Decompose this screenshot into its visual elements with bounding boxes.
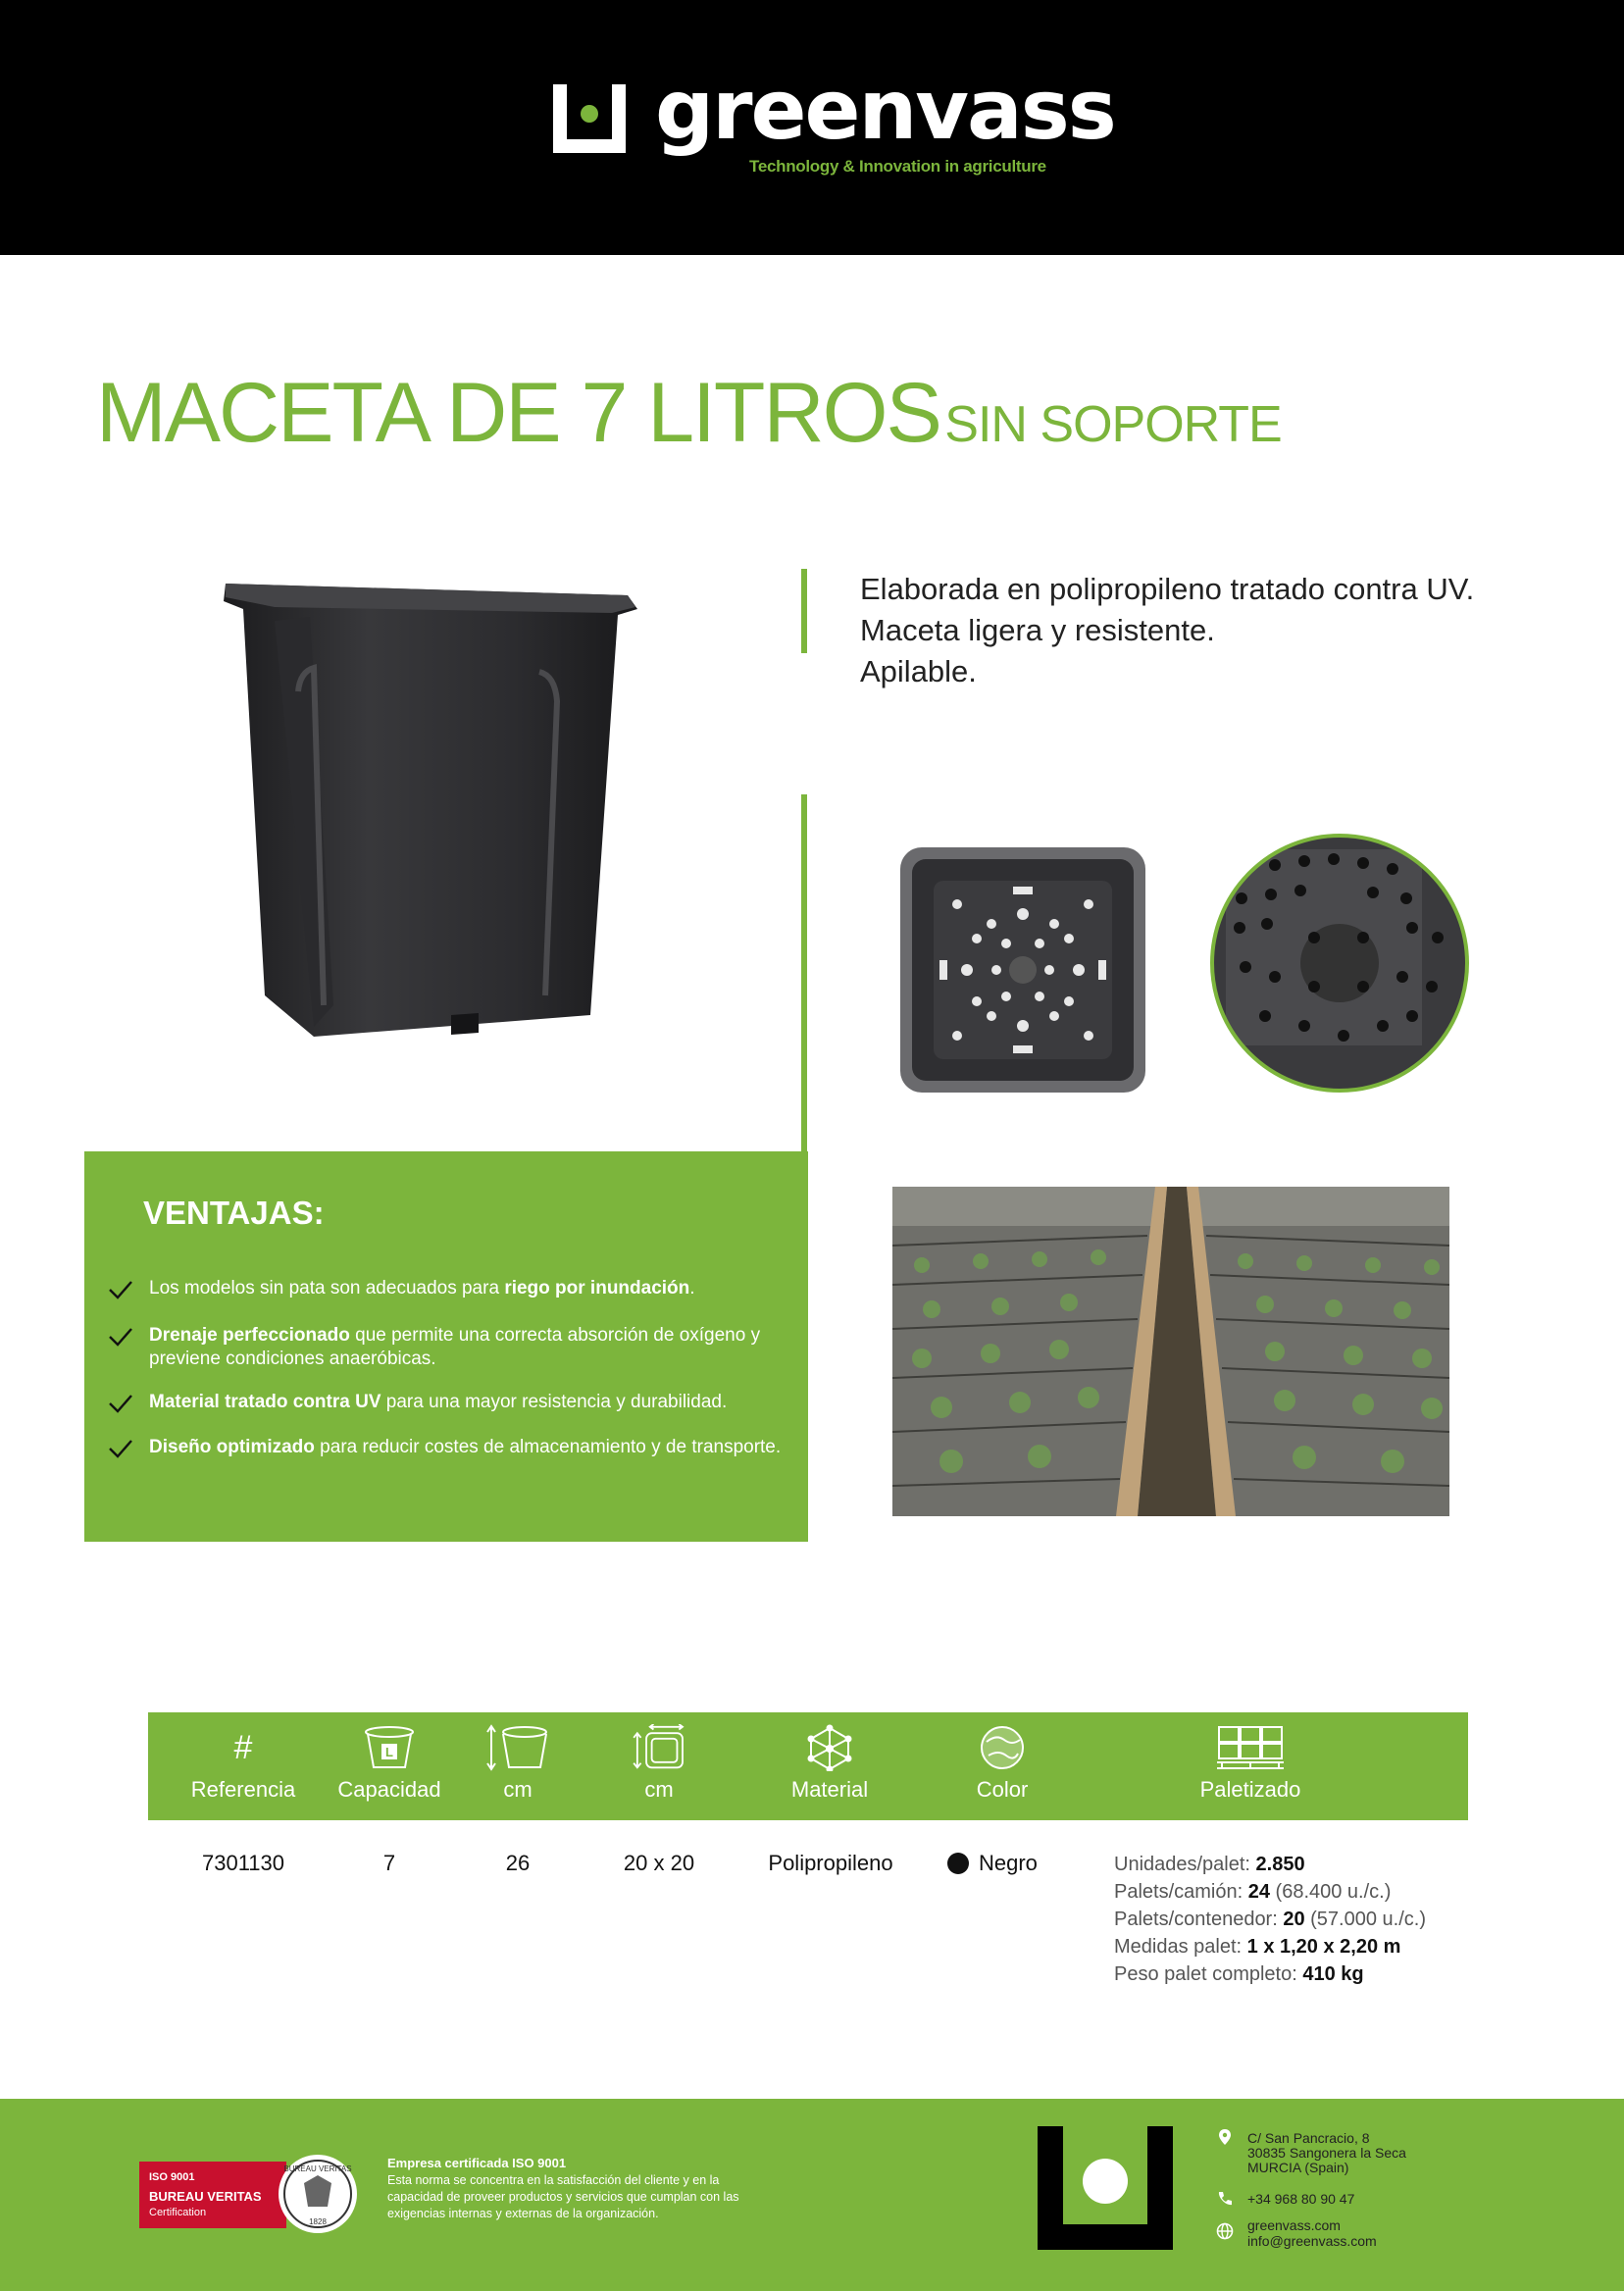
pallet-label: Medidas palet:: [1114, 1936, 1247, 1958]
feature-line: Apilable.: [860, 654, 977, 688]
col-height: [477, 1724, 559, 1803]
badge-line-2: BUREAU VERITAS: [149, 2189, 262, 2204]
col-label: Capacidad: [337, 1777, 441, 1802]
greenvass-logo-icon: [553, 84, 626, 153]
cell-referencia: 7301130: [201, 1851, 284, 1875]
ventaja-text: .: [689, 1278, 695, 1298]
feature-line: Elaborada en polipropileno tratado contra UV.: [860, 572, 1475, 606]
col-label: cm: [503, 1777, 533, 1802]
cell-capacidad: 7: [382, 1851, 396, 1875]
location-pin-icon: [1216, 2128, 1234, 2146]
pallet-label: Unidades/palet:: [1114, 1854, 1256, 1875]
badge-ring-text: BUREAU VERITAS: [283, 2164, 352, 2173]
ventaja-bold: Material tratado contra UV: [149, 1392, 381, 1412]
col-label: Material: [790, 1777, 869, 1802]
col-label: Paletizado: [1199, 1777, 1301, 1802]
check-icon: [108, 1393, 133, 1414]
cell-material: Polipropileno: [768, 1851, 893, 1875]
col-label: cm: [644, 1777, 674, 1802]
pallet-value: 20: [1283, 1909, 1305, 1930]
phone-number: +34 968 80 90 47: [1247, 2191, 1355, 2207]
cell-color: [947, 1851, 1075, 1876]
feature-line: Maceta ligera y resistente.: [860, 613, 1215, 647]
pallet-value: 410 kg: [1302, 1963, 1364, 1985]
email-link[interactable]: info@greenvass.com: [1247, 2233, 1377, 2249]
pot-image: [216, 574, 647, 1054]
color-name: Negro: [979, 1851, 1038, 1875]
col-capacidad: [326, 1724, 453, 1803]
pallet-line: [1114, 1851, 1426, 1878]
cell-height: 26: [505, 1851, 531, 1875]
width-icon: [630, 1724, 688, 1771]
height-icon: [485, 1724, 550, 1771]
ventaja-item: [108, 1391, 794, 1414]
ventaja-text: para reducir costes de almacenamiento y de transporte.: [314, 1437, 782, 1457]
molecule-icon: [805, 1724, 854, 1771]
pallet-extra: (68.400 u./c.): [1269, 1881, 1392, 1903]
col-paletizado: [1157, 1724, 1344, 1803]
features-list: [860, 569, 1474, 692]
features-accent-bar: [801, 569, 807, 653]
cert-title: Empresa certificada ISO 9001: [387, 2156, 567, 2170]
capacity-unit-letter: L: [385, 1745, 393, 1759]
address-line: C/ San Pancracio, 8: [1247, 2130, 1370, 2146]
pallet-value: 24: [1247, 1881, 1270, 1903]
badge-year: 1828: [309, 2217, 327, 2226]
brand-name: greenvass: [655, 62, 1115, 158]
badge-line-1: ISO 9001: [149, 2171, 195, 2183]
ventaja-bold: Diseño optimizado: [149, 1437, 315, 1457]
pot-capacity-icon: [360, 1724, 419, 1771]
pot-base-image: [898, 845, 1147, 1095]
address-line: 30835 Sangonera la Seca: [1247, 2145, 1406, 2161]
ventaja-bold: Drenaje perfeccionado: [149, 1325, 350, 1346]
address-line: MURCIA (Spain): [1247, 2160, 1349, 2175]
ventaja-item: [108, 1436, 794, 1459]
bureau-veritas-badge: [139, 2154, 367, 2234]
ventaja-text: que permite una correcta absorción de oxígeno y previene condiciones anaeróbicas.: [149, 1325, 761, 1369]
product-title-sub: SIN SOPORTE: [944, 396, 1282, 453]
ventaja-item: [108, 1324, 794, 1371]
product-title: [96, 365, 1282, 462]
badge-line-3: Certification: [149, 2207, 207, 2218]
brand-tagline: Technology & Innovation in agriculture: [749, 157, 1046, 176]
pallet-line: [1114, 1878, 1426, 1906]
ventaja-text: para una mayor resistencia y durabilidad.: [381, 1392, 728, 1412]
pot-base-zoom-image: [1206, 830, 1473, 1096]
greenhouse-photo: [892, 1187, 1449, 1516]
palette-globe-icon: [979, 1724, 1026, 1771]
color-swatch: [947, 1853, 969, 1874]
hash-icon: #: [233, 1729, 253, 1766]
ventajas-title: VENTAJAS:: [143, 1195, 325, 1231]
footer-logo-icon: [1038, 2126, 1173, 2250]
ventaja-item: [108, 1277, 794, 1300]
col-label: Referencia: [190, 1777, 296, 1802]
pallet-value: 1 x 1,20 x 2,20 m: [1246, 1936, 1401, 1958]
globe-icon: [1216, 2222, 1234, 2240]
col-label: Color: [976, 1777, 1029, 1802]
col-width: [618, 1724, 700, 1803]
col-referencia: [175, 1724, 312, 1803]
col-material: [771, 1724, 888, 1803]
vertical-divider: [801, 794, 807, 1153]
cert-description: Esta norma se concentra en la satisfacción del cliente y en la capacidad de proveer productos y servicios que cumplan con las exigencias internas y externas de la organización.: [387, 2173, 739, 2220]
pallet-icon: [1216, 1724, 1285, 1771]
pallet-line: [1114, 1960, 1426, 1988]
check-icon: [108, 1279, 133, 1300]
check-icon: [108, 1438, 133, 1459]
phone-icon: [1216, 2190, 1234, 2208]
product-title-main: MACETA DE 7 LITROS: [96, 366, 940, 460]
pallet-extra: (57.000 u./c.): [1304, 1909, 1426, 1930]
pallet-value: 2.850: [1255, 1854, 1305, 1875]
col-color: [943, 1724, 1061, 1803]
pallet-line: [1114, 1933, 1426, 1960]
ventaja-text: Los modelos sin pata son adecuados para: [149, 1278, 505, 1298]
pallet-label: Peso palet completo:: [1114, 1963, 1303, 1985]
ventaja-bold: riego por inundación: [504, 1278, 690, 1298]
website-link[interactable]: greenvass.com: [1247, 2217, 1341, 2233]
pallet-line: [1114, 1906, 1426, 1933]
paletizado-list: [1114, 1851, 1426, 1988]
pallet-label: Palets/camión:: [1114, 1881, 1248, 1903]
check-icon: [108, 1326, 133, 1348]
cell-width: 20 x 20: [623, 1851, 695, 1875]
pallet-label: Palets/contenedor:: [1114, 1909, 1284, 1930]
